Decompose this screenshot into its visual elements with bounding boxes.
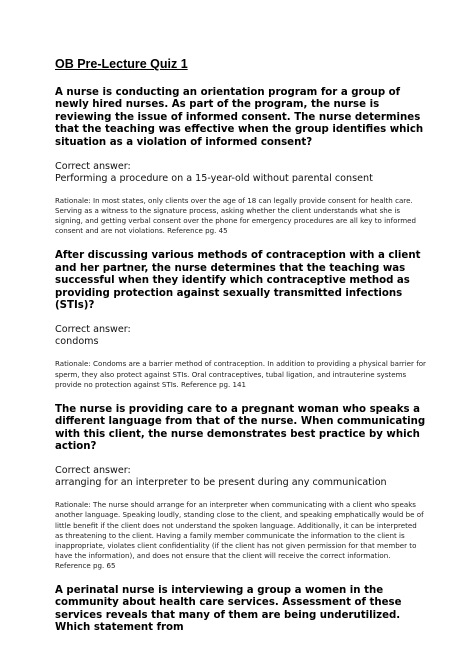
correct-answer-label: Correct answer: [55,465,131,477]
question-text: A nurse is conducting an orientation program for a group of newly hired nurses. As part of the program, the nurse is reviewing the issue of informed consent. The nurse determines that the teaching was effective when the group identifies which situation as a violation of informed consent? [55,87,424,148]
correct-answer-label: Correct answer: [55,324,131,336]
rationale-text: Rationale: The nurse should arrange for an interpreter when communicating with a client who speaks another language. Speaking loudly, standing close to the client, and speaking emphatically would be of little benefit if the client does not understand the spoken language. Additionally, it can be interpreted as threatening to the client. Having a family member communicate the information to the client is inappropriate, violates client confidentiality (if the client has not given permission for that member to have the information), and does not ensure that the client will receive the correct information. Reference pg. 65 [55,500,424,570]
question-text: After discussing various methods of contraception with a client and her partner, the nurse determines that the teaching was successful when they identify which contraceptive method as providing protection against sexually transmitted infections (STIs)? [55,250,421,312]
correct-answer-text: Performing a procedure on a 15-year-old without parental consent [55,173,373,185]
correct-answer-text: arranging for an interpreter to be present during any communication [55,477,387,489]
correct-answer-label: Correct answer: [55,161,131,173]
rationale-text: Rationale: Condoms are a barrier method of contraception. In addition to providing a physical barrier for sperm, they also protect against STIs. Oral contraceptives, tubal ligation, and intrauterine systems provide no protection against STIs. Reference pg. 141 [55,359,426,389]
quiz-item-1 [55,87,427,236]
question-text: The nurse is providing care to a pregnant woman who speaks a different language from that of the nurse. When communicating with this client, the nurse demonstrates best practice by which action? [55,403,426,452]
page-title: OB Pre-Lecture Quiz 1 [55,57,188,71]
quiz-item-3 [55,404,427,571]
document-content [55,57,427,649]
quiz-item-4 [55,585,427,635]
rationale-text: Rationale: In most states, only clients over the age of 18 can legally provide consent for health care. Serving as a witness to the signature process, asking whether the client understands what she is signing, and getting verbal consent over the phone for emergency procedures are all key to informed consent and are not violations. Reference pg. 45 [55,196,416,236]
question-text: A perinatal nurse is interviewing a group a women in the community about health care services. Assessment of these services reveals that many of them are being underutilized. Which statement from [55,585,402,634]
correct-answer-text: condoms [55,336,99,348]
quiz-item-2 [55,250,427,389]
